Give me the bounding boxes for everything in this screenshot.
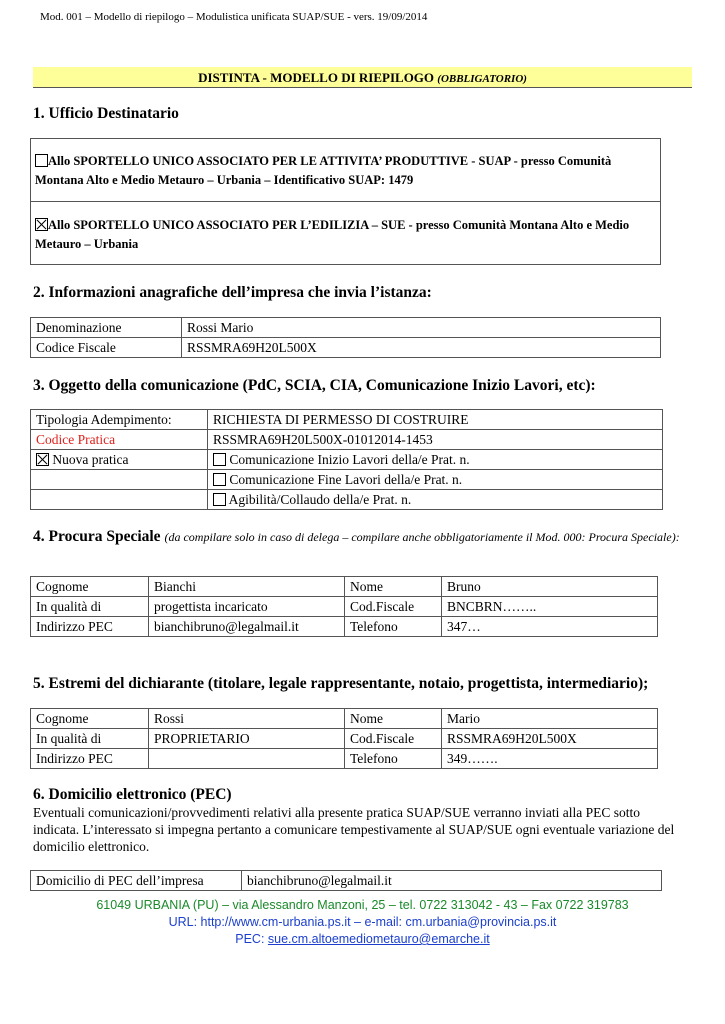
cell-value [149, 749, 345, 769]
recipient-office-box [30, 138, 661, 265]
option-inizio-lavori[interactable] [208, 450, 663, 470]
footer-pec-link[interactable]: sue.cm.altoemediometauro@emarche.it [267, 932, 490, 946]
section1-heading: 1. Ufficio Destinatario [33, 105, 179, 122]
document-header: Mod. 001 – Modello di riepilogo – Modulistica unificata SUAP/SUE - vers. 19/09/2014 [40, 11, 428, 23]
cell-value: bianchibruno@legalmail.it [149, 617, 345, 637]
inizio-lavori-label: Comunicazione Inizio Lavori della/e Prat. n. [229, 452, 470, 467]
section4-heading-block [33, 528, 693, 546]
cell-label: Cognome [31, 709, 149, 729]
fine-lavori-label: Comunicazione Fine Lavori della/e Prat. n. [229, 472, 463, 487]
label-domicilio-pec: Domicilio di PEC dell’impresa [31, 871, 242, 891]
cell-label: Indirizzo PEC [31, 617, 149, 637]
recipient-divider [31, 201, 660, 202]
label-tipologia: Tipologia Adempimento: [31, 410, 208, 430]
suap-text: Allo SPORTELLO UNICO ASSOCIATO PER LE ATTIVITA’ PRODUTTIVE - SUAP - presso Comunità Montana Alto e Medio Metauro – Urbania – Identificativo SUAP: 1479 [35, 154, 612, 187]
checkbox-fine-lavori[interactable] [213, 473, 226, 486]
label-codice-pratica: Codice Pratica [31, 430, 208, 450]
company-info-table [30, 317, 661, 358]
table-row [31, 410, 663, 430]
procura-table [30, 576, 658, 637]
cell-label: Telefono [345, 749, 442, 769]
agibilita-label: Agibilità/Collaudo della/e Prat. n. [228, 492, 412, 507]
checkbox-agibilita[interactable] [213, 493, 226, 506]
cell-value: Mario [442, 709, 658, 729]
cell-value: RSSMRA69H20L500X [442, 729, 658, 749]
title-note: (OBBLIGATORIO) [437, 73, 527, 85]
sue-text: Allo SPORTELLO UNICO ASSOCIATO PER L’EDILIZIA – SUE - presso Comunità Montana Alto e Medio Metauro – Urbania [35, 218, 630, 251]
cell-value: Bruno [442, 577, 658, 597]
nuova-pratica-cell[interactable] [31, 450, 208, 470]
value-denominazione: Rossi Mario [182, 318, 661, 338]
cell-label: Cognome [31, 577, 149, 597]
footer-address: 61049 URBANIA (PU) – via Alessandro Manzoni, 25 – tel. 0722 313042 - 43 – Fax 0722 319783 [96, 898, 629, 912]
value-codice-pratica: RSSMRA69H20L500X-01012014-1453 [208, 430, 663, 450]
cell-label: Cod.Fiscale [345, 597, 442, 617]
pec-table [30, 870, 662, 891]
table-row [31, 338, 661, 358]
table-row [31, 318, 661, 338]
option-agibilita[interactable] [208, 490, 663, 510]
footer-contacts: URL: http://www.cm-urbania.ps.it – e-mail: cm.urbania@provincia.ps.it [168, 915, 557, 929]
value-codice-fiscale: RSSMRA69H20L500X [182, 338, 661, 358]
label-denominazione: Denominazione [31, 318, 182, 338]
section4-heading: 4. Procura Speciale [33, 528, 161, 545]
table-row [31, 577, 658, 597]
option-fine-lavori[interactable] [208, 470, 663, 490]
document-title [33, 70, 692, 86]
section3-heading: 3. Oggetto della comunicazione (PdC, SCIA, CIA, Comunicazione Inizio Lavori, etc): [33, 377, 596, 394]
cell-label: In qualità di [31, 597, 149, 617]
recipient-option-suap[interactable] [35, 152, 657, 190]
cell-value: Rossi [149, 709, 345, 729]
table-row [31, 490, 663, 510]
cell-label: Indirizzo PEC [31, 749, 149, 769]
cell-label: Nome [345, 709, 442, 729]
cell-label: Nome [345, 577, 442, 597]
section5-heading: 5. Estremi del dichiarante (titolare, legale rappresentante, notaio, progettista, intermediario); [33, 675, 649, 692]
communication-table [30, 409, 663, 510]
cell-value: PROPRIETARIO [149, 729, 345, 749]
empty-cell [31, 490, 208, 510]
section4-note: (da compilare solo in caso di delega – compilare anche obbligatoriamente il Mod. 000: Procura Speciale): [164, 530, 680, 544]
table-row [31, 597, 658, 617]
table-row [31, 430, 663, 450]
table-row [31, 450, 663, 470]
table-row [31, 709, 658, 729]
cell-value: Bianchi [149, 577, 345, 597]
value-domicilio-pec: bianchibruno@legalmail.it [242, 871, 662, 891]
empty-cell [31, 470, 208, 490]
footer-pec [0, 931, 725, 948]
table-row [31, 749, 658, 769]
footer-pec-label: PEC: [235, 932, 268, 946]
checkbox-suap[interactable] [35, 154, 48, 167]
cell-label: In qualità di [31, 729, 149, 749]
value-tipologia: RICHIESTA DI PERMESSO DI COSTRUIRE [208, 410, 663, 430]
cell-value: BNCBRN…….. [442, 597, 658, 617]
table-row [31, 470, 663, 490]
cell-label: Cod.Fiscale [345, 729, 442, 749]
checkbox-sue-checked[interactable] [35, 218, 48, 231]
table-row [31, 729, 658, 749]
nuova-pratica-label: Nuova pratica [52, 452, 129, 467]
section6-heading: 6. Domicilio elettronico (PEC) [33, 786, 232, 803]
declarant-table [30, 708, 658, 769]
section2-heading: 2. Informazioni anagrafiche dell’impresa che invia l’istanza: [33, 284, 432, 301]
cell-value: 349……. [442, 749, 658, 769]
section6-text: Eventuali comunicazioni/provvedimenti relativi alla presente pratica SUAP/SUE verranno inviati alla PEC sotto indicata. L’interessato si impegna pertanto a comunicare tempestivamente al SUAP/SUE ogni eventuale variazione del domicilio elettronico. [33, 805, 675, 854]
checkbox-inizio-lavori[interactable] [213, 453, 226, 466]
cell-value: 347… [442, 617, 658, 637]
table-row [31, 617, 658, 637]
checkbox-nuova-pratica-checked[interactable] [36, 453, 49, 466]
recipient-option-sue[interactable] [35, 216, 657, 254]
cell-value: progettista incaricato [149, 597, 345, 617]
cell-label: Telefono [345, 617, 442, 637]
title-main: DISTINTA - MODELLO DI RIEPILOGO [198, 70, 435, 85]
table-row [31, 871, 662, 891]
label-codice-fiscale: Codice Fiscale [31, 338, 182, 358]
